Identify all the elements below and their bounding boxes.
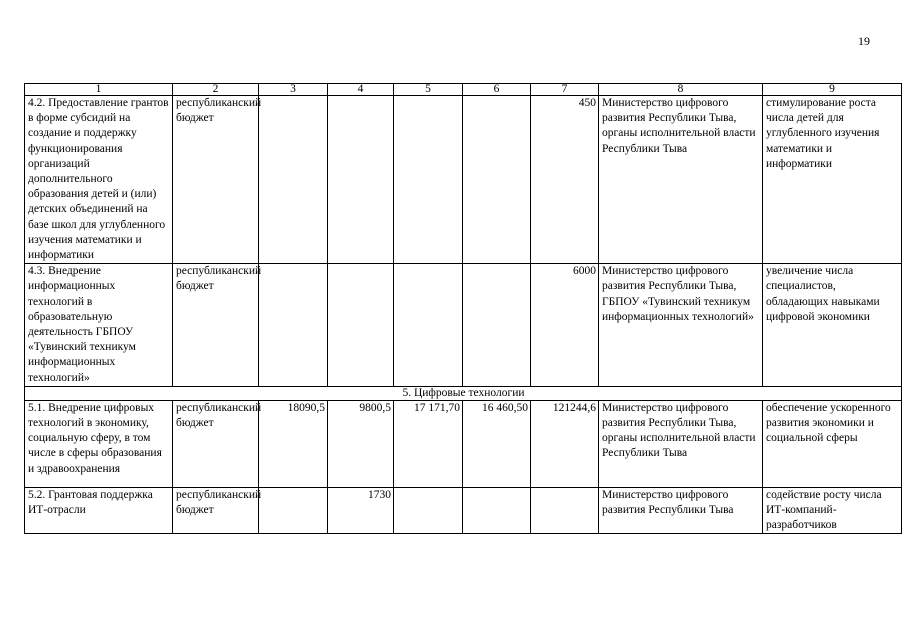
column-header: 4 (328, 84, 394, 96)
amount-cell: 1730 (328, 487, 394, 534)
total-cell: 450 (531, 96, 599, 264)
responsible-cell: Министерство цифрового развития Республики Тыва, ГБПОУ «Тувинский техникум информационных технологий» (599, 264, 763, 387)
column-header: 7 (531, 84, 599, 96)
amount-cell (259, 96, 328, 264)
result-cell: содействие росту числа ИТ-компаний-разработчиков (763, 487, 902, 534)
column-header: 6 (463, 84, 531, 96)
column-header: 5 (394, 84, 463, 96)
program-table (24, 83, 902, 534)
total-cell (531, 487, 599, 534)
measure-cell: 4.2. Предоставление грантов в форме субсидий на создание и поддержку функционирования организаций дополнительного образования детей и (или) детских объединений на базе школ для углубленного изучения математики и информатики (25, 96, 173, 264)
amount-cell (394, 264, 463, 387)
amount-cell: 16 460,50 (463, 400, 531, 487)
table-row (25, 264, 902, 387)
measure-cell: 5.2. Грантовая поддержка ИТ-отрасли (25, 487, 173, 534)
amount-cell (259, 487, 328, 534)
column-header: 2 (173, 84, 259, 96)
column-number-row (25, 84, 902, 96)
amount-cell (463, 264, 531, 387)
result-cell: обеспечение ускоренного развития экономики и социальной сферы (763, 400, 902, 487)
amount-cell: 17 171,70 (394, 400, 463, 487)
responsible-cell: Министерство цифрового развития Республики Тыва (599, 487, 763, 534)
column-header: 8 (599, 84, 763, 96)
total-cell: 121244,6 (531, 400, 599, 487)
result-cell: увеличение числа специалистов, обладающих навыками цифровой экономики (763, 264, 902, 387)
amount-cell (328, 96, 394, 264)
measure-cell: 5.1. Внедрение цифровых технологий в экономику, социальную сферу, в том числе в сферы образования и здравоохранения (25, 400, 173, 487)
amount-cell: 18090,5 (259, 400, 328, 487)
column-header: 1 (25, 84, 173, 96)
page-number: 19 (858, 34, 870, 48)
table-row (25, 400, 902, 487)
source-cell: республиканский бюджет (173, 264, 259, 387)
section-row (25, 386, 902, 400)
table-row (25, 96, 902, 264)
source-cell: республиканский бюджет (173, 487, 259, 534)
result-cell: стимулирование роста числа детей для углубленного изучения математики и информатики (763, 96, 902, 264)
amount-cell (394, 487, 463, 534)
column-header: 3 (259, 84, 328, 96)
table-row (25, 487, 902, 534)
responsible-cell: Министерство цифрового развития Республики Тыва, органы исполнительной власти Республики Тыва (599, 96, 763, 264)
responsible-cell: Министерство цифрового развития Республики Тыва, органы исполнительной власти Республики Тыва (599, 400, 763, 487)
total-cell: 6000 (531, 264, 599, 387)
amount-cell (463, 487, 531, 534)
amount-cell: 9800,5 (328, 400, 394, 487)
source-cell: республиканский бюджет (173, 96, 259, 264)
amount-cell (328, 264, 394, 387)
amount-cell (463, 96, 531, 264)
source-cell: республиканский бюджет (173, 400, 259, 487)
amount-cell (259, 264, 328, 387)
amount-cell (394, 96, 463, 264)
measure-cell: 4.3. Внедрение информационных технологий в образовательную деятельность ГБПОУ «Тувинский техникум информационных технологий» (25, 264, 173, 387)
column-header: 9 (763, 84, 902, 96)
section-title: 5. Цифровые технологии (25, 386, 902, 400)
